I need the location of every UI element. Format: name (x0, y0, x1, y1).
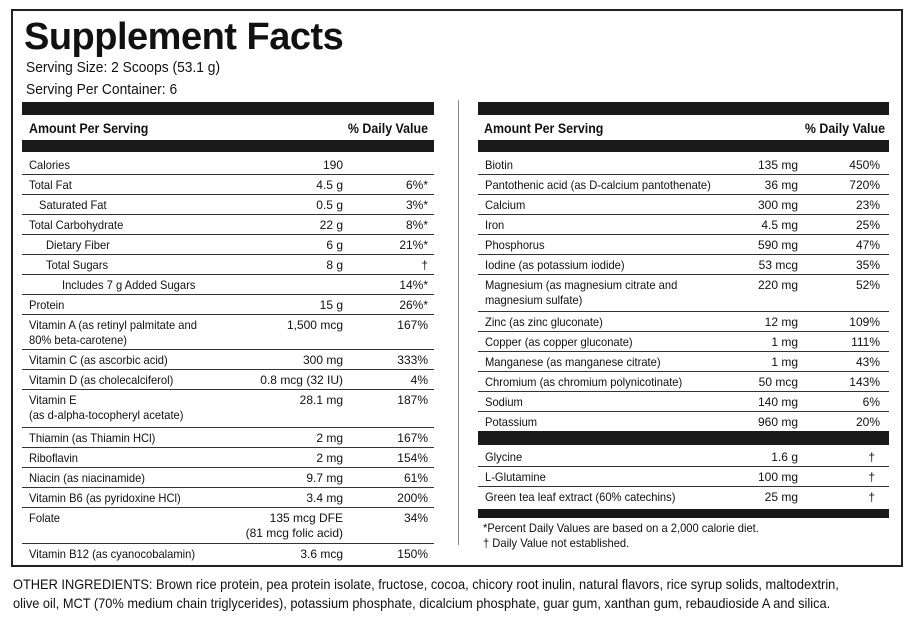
nutrient-amount: 4.5 g (316, 178, 343, 192)
daily-value: † (868, 450, 875, 464)
table-row (478, 487, 889, 507)
table-row (478, 392, 889, 412)
daily-value: 20% (855, 415, 880, 429)
nutrient-name: Total Fat (29, 178, 72, 192)
table-row (22, 195, 434, 215)
servings-per-container: Serving Per Container: 6 (26, 81, 178, 98)
nutrient-amount: 1 mg (771, 335, 798, 349)
table-row (22, 350, 434, 370)
nutrient-name: Folate (29, 511, 61, 525)
table-row (478, 235, 889, 255)
table-row (478, 467, 889, 487)
nutrient-amount: 1.6 g (771, 450, 798, 464)
table-row (22, 544, 434, 564)
table-row (22, 428, 434, 448)
serving-size: Serving Size: 2 Scoops (53.1 g) (26, 59, 221, 76)
daily-value: 61% (403, 471, 428, 485)
daily-value: 35% (855, 258, 880, 272)
footnote-percent: *Percent Daily Values are based on a 2,000 calorie diet. (483, 521, 759, 535)
daily-value: 720% (849, 178, 880, 192)
daily-value: 25% (855, 218, 880, 232)
daily-value: † (868, 470, 875, 484)
nutrient-name: Protein (29, 298, 65, 312)
nutrient-name: Zinc (as zinc gluconate) (485, 315, 603, 329)
table-row (478, 155, 889, 175)
daily-value: 109% (849, 315, 880, 329)
footnote-dagger: † Daily Value not established. (483, 536, 630, 550)
daily-value: 187% (397, 393, 428, 407)
nutrient-amount: 220 mg (757, 278, 798, 292)
daily-value: 52% (855, 278, 880, 292)
right-header-amount: Amount Per Serving (484, 121, 604, 136)
nutrient-amount: 1,500 mcg (286, 318, 343, 332)
nutrient-name: Green tea leaf extract (60% catechins) (485, 490, 676, 504)
nutrient-amount: 50 mcg (758, 375, 798, 389)
nutrient-amount: 0.5 g (316, 198, 343, 212)
nutrient-amount: 2 mg (316, 451, 343, 465)
nutrient-name: Copper (as copper gluconate) (485, 335, 633, 349)
nutrient-amount: 100 mg (757, 470, 798, 484)
table-row (478, 312, 889, 332)
left-top-bar (22, 102, 434, 115)
nutrient-name: Vitamin D (as cholecalciferol) (29, 373, 174, 387)
nutrient-name: Niacin (as niacinamide) (29, 471, 145, 485)
left-header-dv: % Daily Value (347, 121, 428, 136)
table-row (478, 215, 889, 235)
table-row (22, 508, 434, 544)
table-row (478, 195, 889, 215)
nutrient-name: Vitamin C (as ascorbic acid) (29, 353, 168, 367)
daily-value: 23% (855, 198, 880, 212)
nutrient-name: Manganese (as manganese citrate) (485, 355, 661, 369)
daily-value: † (421, 258, 428, 272)
nutrient-amount: 300 mg (757, 198, 798, 212)
right-other-bar (478, 431, 889, 445)
nutrient-amount: 3.6 mcg (300, 547, 343, 561)
nutrient-name: Total Sugars (46, 258, 109, 272)
nutrient-name: Vitamin E (29, 393, 77, 407)
nutrient-name: Pantothenic acid (as D-calcium pantothenate) (485, 178, 711, 192)
right-bottom-bar (478, 509, 889, 518)
nutrient-name: Total Carbohydrate (29, 218, 124, 232)
nutrient-amount: 135 mcg DFE (269, 511, 343, 525)
nutrient-amount: 9.7 mg (306, 471, 343, 485)
nutrient-name-continued: magnesium sulfate) (485, 293, 583, 307)
nutrient-name: Vitamin B6 (as pyridoxine HCl) (29, 491, 181, 505)
nutrient-amount: 25 mg (764, 490, 798, 504)
daily-value: 333% (397, 353, 428, 367)
table-row (22, 275, 434, 295)
left-header-amount: Amount Per Serving (29, 121, 149, 136)
nutrient-amount: 1 mg (771, 355, 798, 369)
nutrient-name: Calories (29, 158, 70, 172)
daily-value: 3%* (405, 198, 428, 212)
nutrient-name: Iron (485, 218, 505, 232)
nutrient-amount: 0.8 mcg (32 IU) (260, 373, 343, 387)
nutrient-amount: 53 mcg (758, 258, 798, 272)
nutrient-name-continued: (as d-alpha-tocopheryl acetate) (29, 408, 184, 422)
nutrient-name: Vitamin B12 (as cyanocobalamin) (29, 547, 196, 561)
nutrient-amount: 135 mg (757, 158, 798, 172)
nutrient-amount: 2 mg (316, 431, 343, 445)
nutrient-amount: 590 mg (757, 238, 798, 252)
daily-value: 47% (855, 238, 880, 252)
nutrient-name: Vitamin A (as retinyl palmitate and (29, 318, 197, 332)
nutrient-amount: 8 g (326, 258, 343, 272)
column-divider (458, 100, 459, 545)
daily-value: 43% (855, 355, 880, 369)
table-row (22, 255, 434, 275)
nutrient-name: Includes 7 g Added Sugars (62, 278, 196, 292)
nutrient-amount: 36 mg (764, 178, 798, 192)
table-row (22, 390, 434, 428)
right-header-bar (478, 140, 889, 152)
daily-value: 154% (397, 451, 428, 465)
table-row (22, 295, 434, 315)
nutrient-name: Iodine (as potassium iodide) (485, 258, 625, 272)
nutrient-name: Glycine (485, 450, 523, 464)
table-row (478, 372, 889, 392)
table-row (478, 447, 889, 467)
table-row (478, 275, 889, 312)
table-row (22, 155, 434, 175)
nutrient-amount: 3.4 mg (306, 491, 343, 505)
daily-value: 167% (397, 318, 428, 332)
nutrient-name-continued: 80% beta-carotene) (29, 333, 128, 347)
nutrient-amount: 140 mg (757, 395, 798, 409)
nutrient-amount: 6 g (326, 238, 343, 252)
daily-value: 111% (851, 335, 880, 349)
daily-value: 6%* (405, 178, 428, 192)
table-row (22, 235, 434, 255)
table-row (478, 352, 889, 372)
nutrient-name: Dietary Fiber (46, 238, 110, 252)
right-header-dv: % Daily Value (804, 121, 885, 136)
nutrient-name: Magnesium (as magnesium citrate and (485, 278, 678, 292)
nutrient-name: Riboflavin (29, 451, 79, 465)
table-row (22, 468, 434, 488)
table-row (478, 175, 889, 195)
other-ingredients (13, 575, 839, 613)
nutrient-amount: 22 g (319, 218, 343, 232)
table-row (22, 315, 434, 350)
table-row (22, 448, 434, 468)
daily-value: 4% (410, 373, 428, 387)
nutrient-amount-continued: (81 mcg folic acid) (245, 526, 343, 540)
other-ingredients-line2: olive oil, MCT (70% medium chain triglycerides), potassium phosphate, dicalcium phosphate, guar gum, xanthan gum, rebaudioside A and silica. (13, 595, 831, 611)
daily-value: 200% (397, 491, 428, 505)
daily-value: 26%* (399, 298, 428, 312)
nutrient-amount: 960 mg (757, 415, 798, 429)
table-row (478, 332, 889, 352)
daily-value: 21%* (399, 238, 428, 252)
nutrient-name: Potassium (485, 415, 538, 429)
table-row (22, 370, 434, 390)
table-row (22, 175, 434, 195)
daily-value: 450% (849, 158, 880, 172)
nutrient-name: Biotin (485, 158, 513, 172)
table-row (22, 215, 434, 235)
table-row (22, 488, 434, 508)
left-header-bar (22, 140, 434, 152)
table-row (478, 255, 889, 275)
daily-value: 8%* (405, 218, 428, 232)
nutrient-amount: 28.1 mg (299, 393, 343, 407)
daily-value: 167% (397, 431, 428, 445)
nutrient-name: Saturated Fat (39, 198, 107, 212)
table-row (478, 412, 889, 432)
daily-value: † (868, 490, 875, 504)
panel-title: Supplement Facts (24, 16, 344, 58)
nutrient-amount: 4.5 mg (761, 218, 798, 232)
nutrient-amount: 190 (322, 158, 343, 172)
nutrient-name: Chromium (as chromium polynicotinate) (485, 375, 683, 389)
nutrient-name: L-Glutamine (485, 470, 546, 484)
right-top-bar (478, 102, 889, 115)
nutrient-amount: 12 mg (764, 315, 798, 329)
daily-value: 143% (849, 375, 880, 389)
nutrient-name: Calcium (485, 198, 526, 212)
daily-value: 34% (403, 511, 428, 525)
nutrient-name: Thiamin (as Thiamin HCl) (29, 431, 156, 445)
nutrient-name: Phosphorus (485, 238, 545, 252)
nutrient-amount: 300 mg (302, 353, 343, 367)
daily-value: 150% (397, 547, 428, 561)
nutrient-name: Sodium (485, 395, 523, 409)
nutrient-amount: 15 g (319, 298, 343, 312)
daily-value: 6% (862, 395, 880, 409)
other-ingredients-line1: OTHER INGREDIENTS: Brown rice protein, pea protein isolate, fructose, cocoa, chicory root inulin, natural flavors, rice syrup solids, maltodextrin, (13, 576, 839, 592)
daily-value: 14%* (399, 278, 428, 292)
